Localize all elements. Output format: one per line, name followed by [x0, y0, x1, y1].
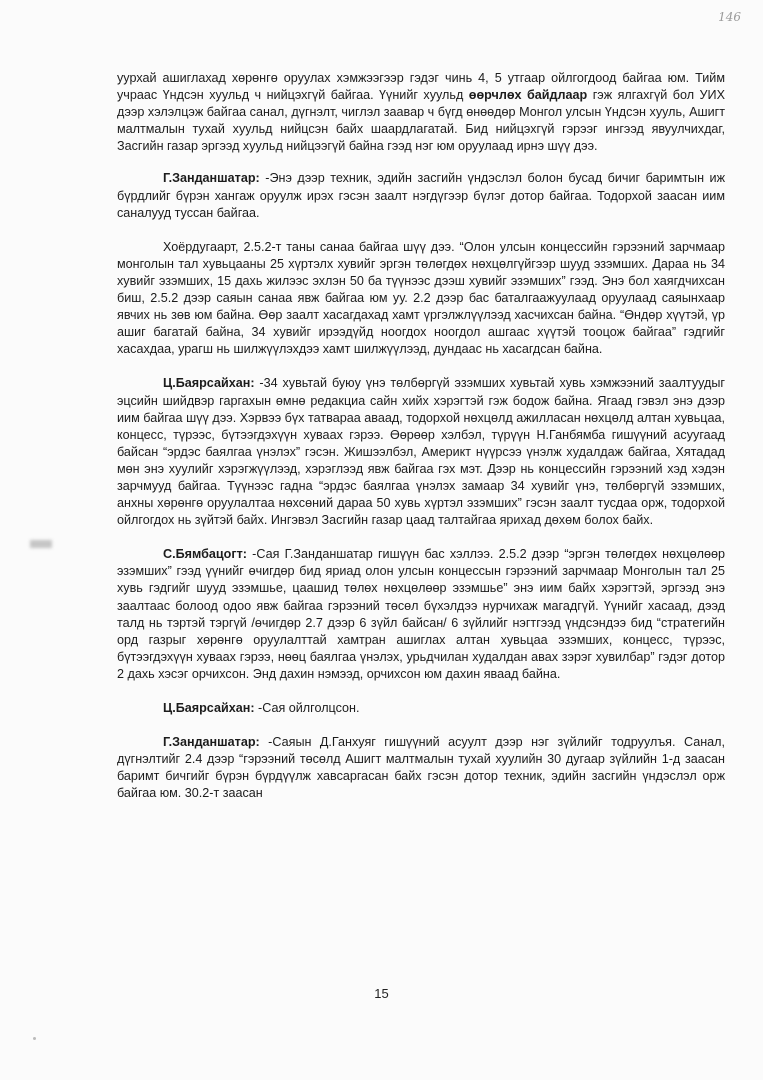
speaker-name: Ц.Баярсайхан: — [163, 701, 255, 715]
paragraph-2 — [117, 170, 725, 221]
paragraph-5 — [117, 546, 725, 683]
paragraph-text: -Энэ дээр техник, эдийн засгийн үндэслэл болон бусад бичиг баримтын иж бүрдлийг бүрэн хангаж оруулж ирэх гэсэн заалт нэгдүгээр бүлэг дотор байгаа. Тодорхой заасан иим саналууд туссан байгаа. — [117, 171, 725, 220]
speaker-name: Г.Занданшатар: — [163, 171, 260, 186]
paragraph-3 — [117, 239, 725, 359]
paragraph-6 — [117, 700, 725, 717]
paragraph-1 — [117, 70, 725, 155]
speaker-name: Ц.Баярсайхан: — [163, 376, 255, 391]
paragraph-text: -Саяын Д.Ганхуяг гишүүний асуулт дээр нэг зүйлийг тодруулъя. Санал, дүгнэлтийг 2.4 дээр “гэрээний төсөлд Ашигт малтмалын тухай хуулийн 30 дугаар зүйлийн 1-д заасан баримт бичгийг бүрэн бүрдүүлж хавсаргасан байх гэсэн дотор техник, эдийн засгийн үндэслэл орж байгаа юм. 30.2-т заасан — [117, 735, 725, 801]
speaker-name: С.Бямбацогт: — [163, 547, 247, 562]
paragraph-7 — [117, 734, 725, 802]
paragraph-text: уурхай ашиглахад хөрөнгө оруулах хэмжээгээр гэдэг чинь 4, 5 утгаар ойлгогдоод байгаа юм. Тийм учраас Үндсэн хуульд ч нийцэхгүй байгаа. Үүнийг хуульд — [117, 71, 725, 103]
document-body — [117, 70, 725, 819]
paragraph-text: -Сая ойлголцсон. — [254, 701, 360, 715]
paragraph-4 — [117, 375, 725, 529]
bold-phrase: өөрчлөх байдлаар — [468, 88, 588, 103]
paragraph-text: -34 хувьтай буюу үнэ төлбөргүй эзэмших хувьтай хувь хэмжээний заалтуудыг эцсийн шийдвэр гаргахын өмнө редакциа сайн хийх хэрэгтэй гэж бодож байна. Ягаад гэвэл энэ дээр иим байгаа шүү дээ. Хэрвээ бүх татвараа аваад, тодорхой нөхцөлд ажилласан нөхцөлд алтан хувьцаа, концесс, түрээс, бүтээгдэхүүн хуваах гэрээ. Өөрөөр хэлбэл, түрүүн Н.Ганбямба гишүүний асуугаад байсан “эрдэс баялгаа үнэлэх” гэсэн. Жишээлбэл, Америкт нүүрсээ үнэлж худалдаж байгаа, Хятадад мөн энэ хуулийг хэрэгжүүлээд, хэрэглээд явж байгаа гэх мэт. Дээр нь концессийн гэрээний хэд хэдэн зарчмууд байгаа. Түүнээс гадна “эрдэс баялгаа үнэлэх замаар 34 хувийг үнэ, төлбөргүй эзэмших, анхны хөрөнгө оруулалтаа нөхсөний дараа 50 хувь хүртэл эзэмших” гэсэн заалт тусдаа орж, тодорхой ойлгогдох нь зүйтэй байх. Ингэвэл Засгийн газар цаад талтайгаа ярихад дөхөм болох байх. — [117, 376, 725, 528]
page-number: 15 — [374, 986, 389, 1001]
speaker-name: Г.Занданшатар: — [163, 735, 260, 750]
scan-artifact — [30, 540, 52, 548]
handwritten-page-number: 146 — [718, 10, 741, 24]
paragraph-text: -Сая Г.Занданшатар гишүүн бас хэллээ. 2.5.2 дээр “эргэн төлөгдөх нөхцөлөөр эзэмших” гээд үүнийг өчигдөр бид яриад олон улсын концессын гэрээний зарчмаар Монголын тал 25 хувь гэдгийг шууд эзэмшье, цаашид төлөх нөхцөлөөр эзэмшье” энэ иим байх хэрэгтэй, эргээд энэ заалтаас болоод одоо явж байгаа гэрээний төсөл бүхэлдээ нурчихаж магадгүй. Үүнийг хасаад, дээд талд нь тэртэй тэргүй /өчигдөр 2.7 дээр 6 зүйл байсан/ 6 зүйлийг нэгтгээд үндсэндээ бид “стратегийн орд газрыг хөрөнгө оруулалттай хамтран ашиглах алтан хувьцаа эзэмших, концесс, түрээс, бүтээгдэхүүн хуваах гэрээ, нөөц баялгаа үнэлэх, урьдчилан худалдан авах зэрэг хувилбар” гэдэг дотор 2 дахь хэсэг орчихсон. Энд дахин нэмээд, орчихсон юм дахин яваад байна. — [117, 547, 725, 681]
paragraph-text: Хоёрдугаарт, 2.5.2-т таны санаа байгаа шүү дээ. “Олон улсын концессийн гэрээний зарчмаар монголын тал хувьцааны 25 хүртэлх хувийг эргэн төлөгдөх нөхцөлгүйгээр шууд эзэмших. Дараа нь 34 хувийг эзэмших, 15 дахь жилээс эхлэн 50 ба түүнээс дээш хувийг эзэмших” гээд. Энэ бол хаягдчихсан биш, 2.5.2 дээр саяын санаа явж байгаа юм уу. 2.2 дээр бас баталгаажуулаад оруулаад саяынхаар явчих нь зөв юм байна. Өөр заалт хасагдахад хамт үргэлжлүүлээд хасчихсан байна. “Өндөр хүүтэй, үр ашиг багатай байна, 34 хувийг ирээдүйд ноогдох ноогдол ашгаас хүүтэй тооцож байгаа” гэдгийг хасахдаа, урагш нь шилжүүлэхдээ хамт шилжүүлээд, дундаас нь хасагдсан байна. — [117, 239, 725, 357]
paragraph-text: гэж ялгахгүй бол УИХ дээр хэлэлцэж байгаа санал, дүгнэлт, чиглэл заавар ч бүгд өнөөдөр Монгол улсын Үндсэн хууль, Ашигт малтмалын тухай хуульд нийцсэн байх шаардлагатай. Бид нийцэхгүй гэрээг ингээд явуулчихдаг, Засгийн газар эргээд хуульд нийцээгүй байна гээд нэг юм оруулаад ирнэ шүү дээ. — [117, 88, 725, 154]
scan-dot — [33, 1037, 36, 1040]
